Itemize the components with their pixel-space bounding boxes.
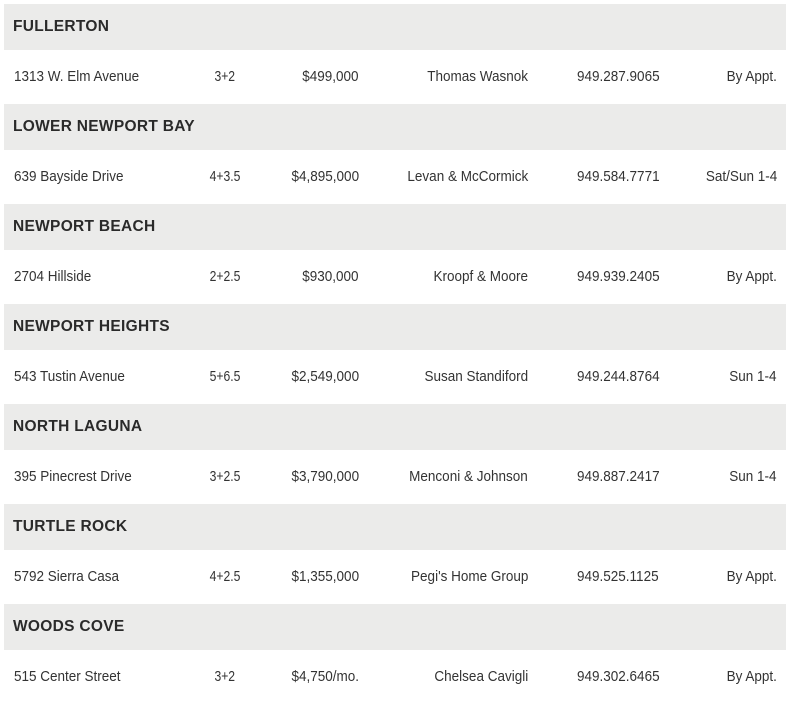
- listing-agent: Thomas Wasnok: [427, 68, 528, 85]
- listing-address: 2704 Hillside: [14, 268, 92, 285]
- listing-rooms-value: 5+6.5: [209, 368, 241, 385]
- listing-phone: 949.584.7771: [577, 168, 660, 185]
- listing-rooms-value: 4+2.5: [209, 568, 241, 585]
- listing-open-house: Sun 1-4: [729, 468, 777, 485]
- listing-address: 1313 W. Elm Avenue: [14, 68, 140, 85]
- listing-rooms-value: 2+2.5: [209, 268, 241, 285]
- listing-phone: 949.939.2405: [577, 268, 660, 285]
- area-header: WOODS COVE: [4, 604, 786, 650]
- area-header: TURTLE ROCK: [4, 504, 786, 550]
- listings-table: [4, 4, 786, 704]
- listing-row: [4, 554, 786, 600]
- listing-open-house: By Appt.: [726, 568, 777, 585]
- area-header: NEWPORT BEACH: [4, 204, 786, 250]
- listing-agent: Pegi's Home Group: [410, 568, 528, 585]
- listing-phone: 949.887.2417: [577, 468, 660, 485]
- listing-phone: 949.525.1125: [577, 568, 659, 585]
- listing-open-house: By Appt.: [726, 268, 777, 285]
- listing-address: 395 Pinecrest Drive: [14, 468, 132, 485]
- area-header: NEWPORT HEIGHTS: [4, 304, 786, 350]
- listing-price: $1,355,000: [291, 568, 359, 585]
- listing-rooms-value: 4+3.5: [209, 168, 241, 185]
- listing-row: [4, 454, 786, 500]
- listing-agent: Kroopf & Moore: [433, 268, 528, 285]
- listing-price: $3,790,000: [291, 468, 359, 485]
- listing-open-house: Sat/Sun 1-4: [705, 168, 777, 185]
- listing-agent: Chelsea Cavigli: [434, 668, 528, 685]
- listing-address: 639 Bayside Drive: [14, 168, 124, 185]
- listing-rooms-value: 3+2.5: [209, 468, 241, 485]
- listing-agent: Levan & McCormick: [407, 168, 528, 185]
- listing-address: 543 Tustin Avenue: [14, 368, 125, 385]
- listing-agent: Menconi & Johnson: [409, 468, 528, 485]
- listing-address: 5792 Sierra Casa: [14, 568, 120, 585]
- listing-phone: 949.287.9065: [577, 68, 660, 85]
- listing-price: $2,549,000: [291, 368, 359, 385]
- listing-price: $930,000: [302, 268, 359, 285]
- listing-agent: Susan Standiford: [424, 368, 528, 385]
- listing-price: $499,000: [302, 68, 359, 85]
- listing-open-house: Sun 1-4: [729, 368, 777, 385]
- area-header: NORTH LAGUNA: [4, 404, 786, 450]
- area-header: LOWER NEWPORT BAY: [4, 104, 786, 150]
- listing-price: $4,750/mo.: [291, 668, 359, 685]
- listing-row: [4, 154, 786, 200]
- listing-row: [4, 254, 786, 300]
- listing-phone: 949.244.8764: [577, 368, 660, 385]
- listing-row: [4, 654, 786, 700]
- listing-open-house: By Appt.: [726, 668, 777, 685]
- listing-rooms-value: 3+2: [214, 668, 236, 685]
- listing-phone: 949.302.6465: [577, 668, 660, 685]
- listing-price: $4,895,000: [291, 168, 359, 185]
- area-header: FULLERTON: [4, 4, 786, 50]
- listing-rooms-value: 3+2: [214, 68, 236, 85]
- listing-address: 515 Center Street: [14, 668, 121, 685]
- listing-open-house: By Appt.: [726, 68, 777, 85]
- listing-row: [4, 54, 786, 100]
- listing-row: [4, 354, 786, 400]
